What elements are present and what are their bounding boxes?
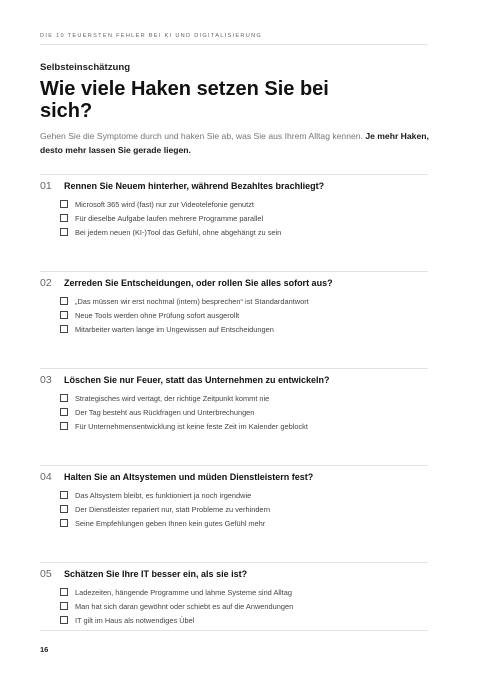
checkbox[interactable] (60, 214, 68, 222)
checklist-item[interactable] (40, 502, 430, 516)
checklist-item-label: Das Altsystem bleibt, es funktioniert ja noch irgendwie (75, 490, 252, 500)
question-02 (40, 277, 430, 336)
running-header: DIE 10 TEUERSTEN FEHLER BEI KI UND DIGITALISIERUNG (40, 33, 263, 39)
checkbox[interactable] (60, 602, 68, 610)
question-number: 02 (40, 277, 52, 289)
question-divider (40, 368, 428, 369)
question-05 (40, 568, 430, 627)
checkbox[interactable] (60, 505, 68, 513)
page-number: 16 (40, 645, 49, 654)
checklist-item[interactable] (40, 419, 430, 433)
checklist-item-label: Microsoft 365 wird (fast) nur zur Videotelefonie genutzt (75, 199, 254, 209)
question-number: 03 (40, 374, 52, 386)
footer-divider (40, 630, 428, 631)
checklist-item-label: Der Dienstleister repariert nur, statt Probleme zu verhindern (75, 504, 271, 514)
question-number: 04 (40, 471, 52, 483)
checklist-item[interactable] (40, 197, 430, 211)
question-text: Halten Sie an Altsystemen und müden Dienstleistern fest? (64, 472, 314, 482)
checklist-item[interactable] (40, 613, 430, 627)
checklist-item[interactable] (40, 599, 430, 613)
checklist-item-label: Bei jedem neuen (KI-)Tool das Gefühl, ohne abgehängt zu sein (75, 227, 282, 237)
question-divider (40, 562, 428, 563)
checklist-item-label: Neue Tools werden ohne Prüfung sofort ausgerollt (75, 310, 240, 320)
intro-text: Gehen Sie die Symptome durch und haken Sie ab, was Sie aus Ihrem Alltag kennen. (40, 131, 366, 141)
checklist-item[interactable] (40, 211, 430, 225)
checklist-item-label: Strategisches wird vertagt, der richtige Zeitpunkt kommt nie (75, 393, 270, 403)
checklist-item-label: Man hat sich daran gewöhnt oder schiebt es auf die Anwendungen (75, 601, 294, 611)
question-text: Schätzen Sie Ihre IT besser ein, als sie ist? (64, 569, 248, 579)
header-divider (40, 44, 428, 45)
question-number: 05 (40, 568, 52, 580)
checklist-item[interactable] (40, 405, 430, 419)
question-01 (40, 180, 430, 239)
checkbox[interactable] (60, 311, 68, 319)
checkbox[interactable] (60, 408, 68, 416)
question-number: 01 (40, 180, 52, 192)
checkbox[interactable] (60, 491, 68, 499)
question-text: Zerreden Sie Entscheidungen, oder rollen Sie alles sofort aus? (64, 278, 333, 288)
checklist-item[interactable] (40, 488, 430, 502)
checklist-item[interactable] (40, 322, 430, 336)
checkbox[interactable] (60, 200, 68, 208)
checkbox[interactable] (60, 422, 68, 430)
checklist-item[interactable] (40, 225, 430, 239)
checklist-item-label: IT gilt im Haus als notwendiges Übel (75, 615, 195, 625)
checklist-item-label: Für dieselbe Aufgabe laufen mehrere Programme parallel (75, 213, 264, 223)
checklist-item-label: Ladezeiten, hängende Programme und lahme Systeme sind Alltag (75, 587, 292, 597)
question-text: Löschen Sie nur Feuer, statt das Unternehmen zu entwickeln? (64, 375, 330, 385)
intro-paragraph (40, 129, 430, 157)
checklist-item-label: Der Tag besteht aus Rückfragen und Unterbrechungen (75, 407, 255, 417)
checkbox[interactable] (60, 228, 68, 236)
checkbox[interactable] (60, 297, 68, 305)
checklist-item-label: „Das müssen wir erst nochmal (intern) besprechen“ ist Standardantwort (75, 296, 309, 306)
question-divider (40, 465, 428, 466)
checkbox[interactable] (60, 394, 68, 402)
checklist-item[interactable] (40, 391, 430, 405)
checklist-item[interactable] (40, 516, 430, 530)
checklist-item-label: Mitarbeiter warten lange im Ungewissen auf Entscheidungen (75, 324, 274, 334)
section-eyebrow: Selbsteinschätzung (40, 62, 131, 73)
checkbox[interactable] (60, 616, 68, 624)
checklist-item[interactable] (40, 308, 430, 322)
question-divider (40, 271, 428, 272)
checkbox[interactable] (60, 325, 68, 333)
question-03 (40, 374, 430, 433)
checkbox[interactable] (60, 588, 68, 596)
checklist-item[interactable] (40, 294, 430, 308)
checklist-item-label: Für Unternehmensentwicklung ist keine feste Zeit im Kalender geblockt (75, 421, 308, 431)
checklist-item[interactable] (40, 585, 430, 599)
question-text: Rennen Sie Neuem hinterher, während Bezahltes brachliegt? (64, 181, 325, 191)
question-04 (40, 471, 430, 530)
page-title: Wie viele Haken setzen Sie bei sich? (40, 78, 329, 122)
checkbox[interactable] (60, 519, 68, 527)
checklist-item-label: Seine Empfehlungen geben Ihnen kein gutes Gefühl mehr (75, 518, 266, 528)
question-divider (40, 174, 428, 175)
intro-emphasis: Je mehr Haken, desto mehr lassen Sie gerade liegen. (40, 131, 429, 155)
